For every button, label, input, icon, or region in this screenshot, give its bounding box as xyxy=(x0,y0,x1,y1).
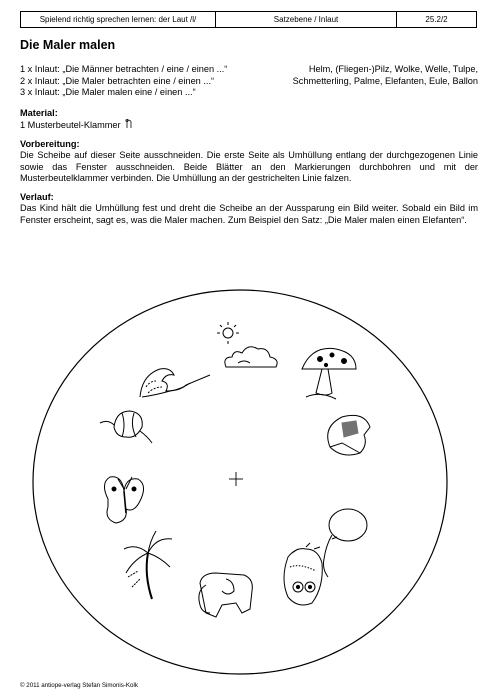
mushroom-icon xyxy=(302,348,356,399)
header-page-number: 25.2/2 xyxy=(425,15,448,24)
page-header xyxy=(20,11,477,28)
center-cross-icon xyxy=(229,472,243,486)
instructions-block xyxy=(20,64,478,226)
verlauf-text: Das Kind hält die Umhüllung fest und dreht die Scheibe an der Aussparung ein Bild weiter. Sobald ein Bild im Fenster erscheint, sagt es, was die Maler machen. Zum Beispiel den Satz: „Die Maler malen einen Elefanten“. xyxy=(20,203,478,225)
copyright-footer: © 2011 antiope-verlag Stefan Simonis-Kolk xyxy=(20,682,138,689)
cloud-icon xyxy=(217,322,277,367)
tulip-icon xyxy=(100,411,152,443)
instruction-sentence: 2 x Inlaut: „Die Maler betrachten eine / einen ...“ xyxy=(20,75,215,86)
verlauf-heading: Verlauf: xyxy=(20,191,54,202)
picture-disc xyxy=(30,287,450,677)
wave-icon xyxy=(140,369,210,397)
vorbereitung-heading: Vorbereitung: xyxy=(20,138,80,149)
owl-icon xyxy=(284,543,322,605)
header-topic: Spielend richtig sprechen lernen: der Laut /l/ xyxy=(21,12,216,27)
vorbereitung-text: Die Scheibe auf dieser Seite ausschneiden. Die erste Seite als Umhüllung entlang der durchgezogenen Linie sowie das Fenster ausschneiden. Beide Blätter an den Markierungen durchbohren und mit der Musterbeutelklammer verbinden. Die Umhüllung an der gestrichelten Linie falzen. xyxy=(20,150,478,183)
instruction-row xyxy=(20,64,478,76)
balloon-icon xyxy=(324,509,368,577)
header-level: Satzebene / Inlaut xyxy=(216,12,397,27)
material-text-line xyxy=(20,119,478,132)
instruction-row xyxy=(20,76,478,88)
instruction-sentence: 1 x Inlaut: „Die Männer betrachten / eine / einen ...“ xyxy=(20,64,228,74)
instruction-words: Schmetterling, Palme, Elefanten, Eule, Ballon xyxy=(292,75,478,86)
butterfly-icon xyxy=(104,477,143,523)
material-heading: Material: xyxy=(20,107,58,118)
palm-icon xyxy=(124,531,172,599)
page-title: Die Maler malen xyxy=(20,38,116,52)
material-text: 1 Musterbeutel-Klammer xyxy=(20,120,121,130)
elephant-icon xyxy=(199,573,252,617)
paper-fastener-icon xyxy=(125,119,133,129)
instruction-words: Helm, (Fliegen-)Pilz, Wolke, Welle, Tulpe, xyxy=(308,64,478,74)
helmet-icon xyxy=(328,415,370,455)
instruction-sentence: 3 x Inlaut: „Die Maler malen eine / einen ...“ xyxy=(20,87,196,97)
instruction-row xyxy=(20,87,478,99)
